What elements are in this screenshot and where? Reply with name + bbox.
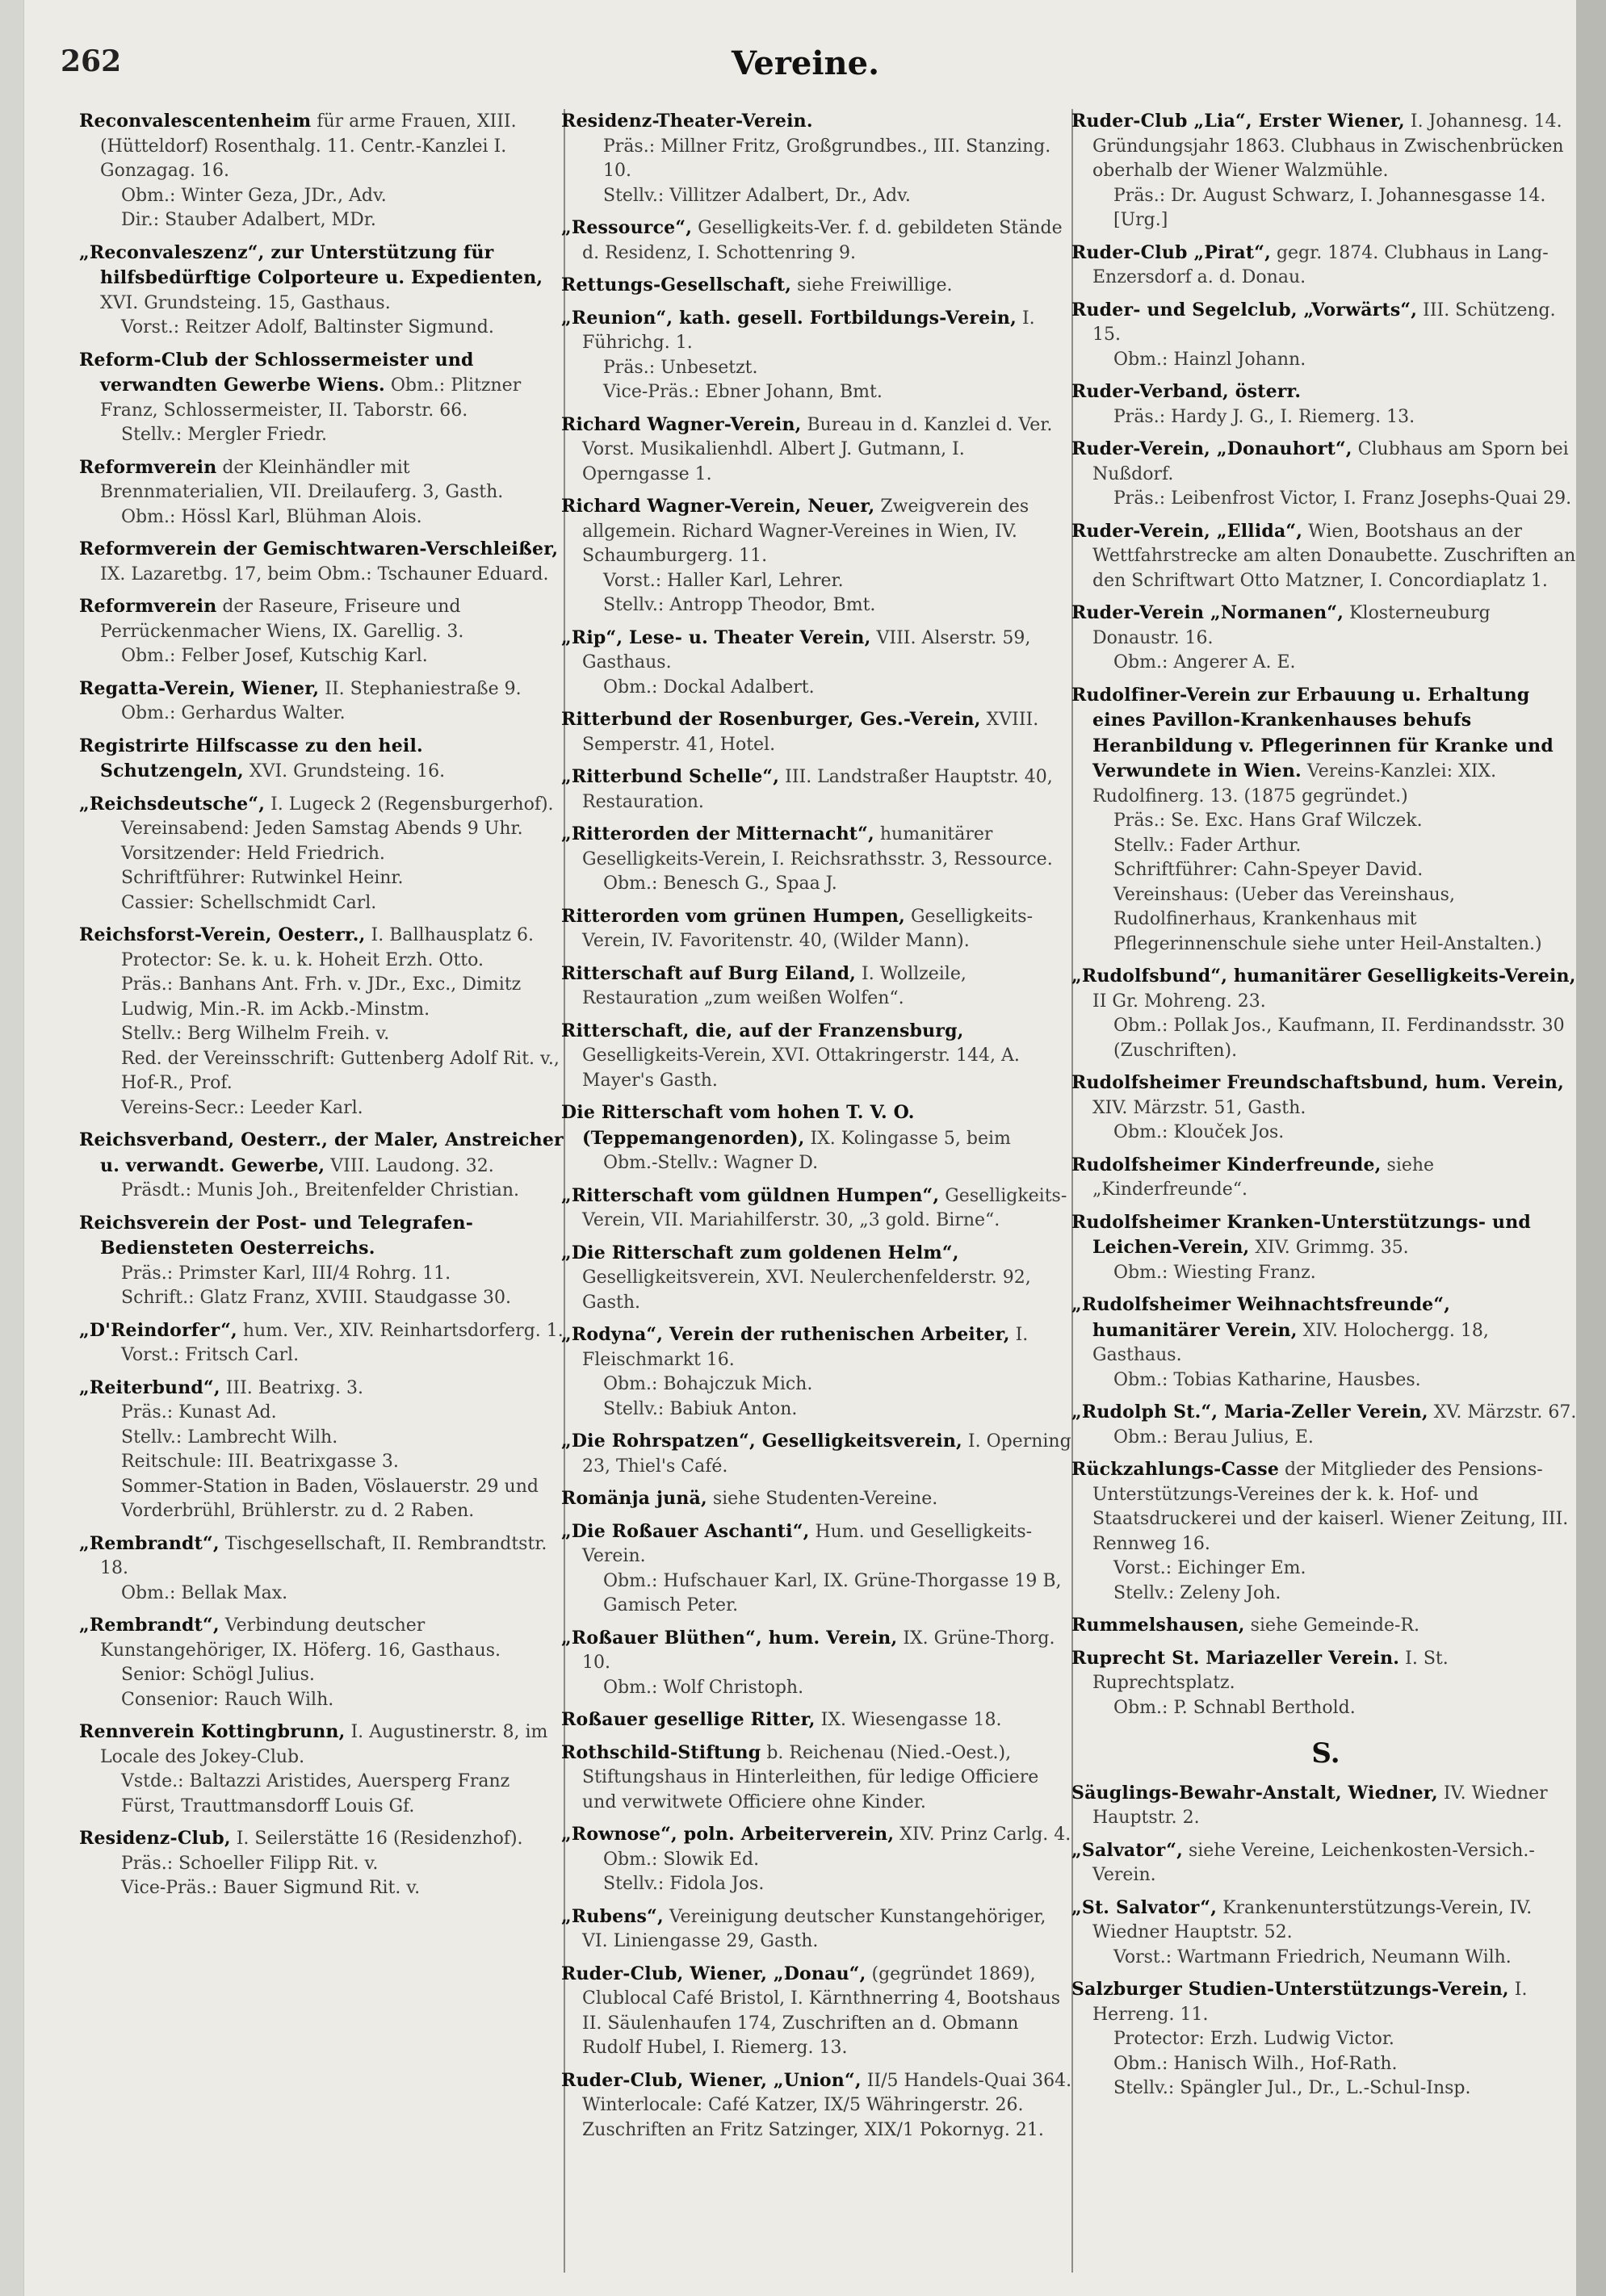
entry-title: Reformverein <box>79 456 217 478</box>
entry-body: b. Reichenau (Nied.-Oest.), Stiftungshaus in Hinterleithen, für ledige Officiere und verwitwete Officiere ohne Kinder. <box>582 1742 1039 1812</box>
directory-entry <box>561 273 1076 299</box>
directory-entry <box>1071 1293 1580 1393</box>
entry-title: „Die Ritterschaft zum goldenen Helm“, <box>561 1242 959 1263</box>
entry-body: Hum. und Geselligkeits-Verein. <box>582 1521 1033 1566</box>
entry-detail-line: Vorst.: Eichinger Em. <box>1113 1558 1306 1578</box>
entry-body: IV. Wiedner Hauptstr. 2. <box>1092 1783 1548 1828</box>
directory-entry <box>79 1128 565 1204</box>
directory-entry <box>1071 683 1580 957</box>
page-title: Vereine. <box>732 44 879 82</box>
section-letter: S. <box>1311 1737 1340 1770</box>
entry-body: IX. Kolingasse 5, beim <box>810 1128 1011 1149</box>
directory-entry <box>1071 1400 1580 1450</box>
entry-title: Ruder-Club, Wiener, „Union“, <box>561 2069 862 2091</box>
entry-detail-line: Präs.: Banhans Ant. Frh. v. JDr., Exc., Dimitz Ludwig, Min.-R. im Ackb.-Minstm. <box>121 974 522 1020</box>
entry-detail-line: Reitschule: III. Beatrixgasse 3. <box>121 1452 399 1472</box>
entry-body: Krankenunterstützungs-Verein, IV. Wiedner Hauptstr. 52. <box>1092 1897 1533 1942</box>
entry-body: Geselligkeits-Verein, VII. Mariahilferstr. 30, „3 gold. Birne“. <box>582 1185 1067 1230</box>
entry-detail-line: Vorst.: Reitzer Adolf, Baltinster Sigmund. <box>121 317 494 337</box>
entry-title: Rückzahlungs-Casse <box>1071 1459 1280 1480</box>
entry-body: siehe Vereine, Leichenkosten-Versich.-Verein. <box>1092 1840 1535 1885</box>
directory-entry <box>561 904 1076 954</box>
directory-entry <box>79 734 565 785</box>
entry-detail-line: Obm.: Slowik Ed. <box>603 1849 760 1870</box>
entry-title: „Ritterbund Schelle“, <box>561 766 780 787</box>
directory-entry <box>561 216 1076 266</box>
directory-entry <box>79 1318 565 1368</box>
entry-title: Roßauer gesellige Ritter, <box>561 1709 816 1730</box>
entry-body: der Mitglieder des Pensions-Unterstützungs-Vereines der k. k. Hof- und Staatsdruckerei und der kaiserl. Wiener Zeitung, III. Rennweg 16. <box>1092 1460 1569 1554</box>
entry-title: Reform-Club der Schlossermeister und verwandten Gewerbe Wiens. <box>79 349 474 396</box>
entry-body: für arme Frauen, XIII. (Hütteldorf) Rosenthalg. 11. Centr.-Kanzlei I. Gonzagag. 16. <box>100 111 517 181</box>
entry-title: „Reconvaleszenz“, zur Unterstützung für hilfsbedürftige Colporteure u. Expedienten, <box>79 241 543 288</box>
entry-detail-line: Protector: Erzh. Ludwig Victor. <box>1113 2029 1394 2049</box>
directory-entry <box>1071 437 1580 512</box>
directory-entry <box>79 1720 565 1819</box>
entry-body: XIV. Märzstr. 51, Gasth. <box>1092 1097 1306 1118</box>
entry-title: Reconvalescentenheim <box>79 111 312 132</box>
directory-entry <box>561 1322 1076 1422</box>
directory-entry <box>79 594 565 669</box>
entry-title: Rummelshausen, <box>1071 1615 1245 1636</box>
entry-body: II Gr. Mohreng. 23. <box>1092 991 1266 1012</box>
entry-title: „Rudolfsbund“, humanitärer Geselligkeits-Verein, <box>1071 966 1576 987</box>
entry-detail-line: Stellv.: Spängler Jul., Dr., L.-Schul-Insp. <box>1113 2078 1471 2098</box>
directory-entry <box>79 923 565 1121</box>
entry-title: „D'Reindorfer“, <box>79 1319 237 1341</box>
entry-detail-line: Consenior: Rauch Wilh. <box>121 1689 334 1710</box>
entry-detail-line: Stellv.: Berg Wilhelm Freih. v. <box>121 1024 390 1044</box>
directory-entry <box>79 1531 565 1607</box>
directory-entry <box>561 1019 1076 1094</box>
entry-body: III. Schützeng. 15. <box>1092 300 1556 345</box>
column-2 <box>561 109 1076 2273</box>
directory-entry <box>1071 601 1580 676</box>
entry-detail-line: Obm.: Gerhardus Walter. <box>121 703 346 723</box>
entry-detail-line: Vereins-Secr.: Leeder Karl. <box>121 1097 363 1118</box>
directory-entry <box>1071 1896 1580 1971</box>
entry-detail-line: Vorst.: Haller Karl, Lehrer. <box>603 570 844 591</box>
entry-body: I. Führichg. 1. <box>582 308 1035 353</box>
entry-title: „Reunion“, kath. gesell. Fortbildungs-Verein, <box>561 307 1017 329</box>
directory-entry <box>561 413 1076 488</box>
entry-title: „Rembrandt“, <box>79 1615 220 1636</box>
entry-detail-line: Präs.: Se. Exc. Hans Graf Wilczek. <box>1113 811 1423 831</box>
entry-title: „Rudolph St.“, Maria-Zeller Verein, <box>1071 1401 1428 1422</box>
entry-detail-line: Obm.: Hanisch Wilh., Hof-Rath. <box>1113 2053 1398 2074</box>
directory-entry <box>1071 1781 1580 1831</box>
entry-body: Geselligkeits-Ver. f. d. gebildeten Stände d. Residenz, I. Schottenring 9. <box>582 218 1063 263</box>
entry-detail-line: Vorst.: Wartmann Friedrich, Neumann Wilh. <box>1113 1946 1512 1967</box>
directory-entry <box>1071 1613 1580 1639</box>
entry-detail-line: Obm.: Klouček Jos. <box>1113 1122 1285 1142</box>
entry-body: VIII. Laudong. 32. <box>330 1155 494 1176</box>
directory-entry <box>79 348 565 448</box>
entry-title: Ruder-Verein, „Ellida“, <box>1071 520 1303 542</box>
entry-title: Reformverein <box>79 596 217 617</box>
entry-detail-line: Obm.: Wiesting Franz. <box>1113 1262 1316 1283</box>
entry-title: Ruder- und Segelclub, „Vorwärts“, <box>1071 299 1418 321</box>
entry-title: Ritterschaft auf Burg Eiland, <box>561 962 857 984</box>
entry-detail-line: Präs.: Hardy J. G., I. Riemerg. 13. <box>1113 406 1415 427</box>
entry-body: I. St. Ruprechtsplatz. <box>1092 1648 1449 1693</box>
entry-detail-line: Stellv.: Lambrecht Wilh. <box>121 1427 338 1448</box>
directory-entry <box>561 306 1076 405</box>
entry-detail-line: Obm.: Winter Geza, JDr., Adv. <box>121 185 387 206</box>
page-header <box>24 44 1587 101</box>
entry-detail-line: Stellv.: Fidola Jos. <box>603 1874 765 1894</box>
entry-body: siehe Freiwillige. <box>797 275 953 295</box>
directory-entry <box>1071 379 1580 429</box>
directory-entry <box>1071 241 1580 291</box>
directory-entry <box>79 1211 565 1311</box>
entry-body: Verbindung deutscher Kunstangehöriger, IX. Höferg. 16, Gasthaus. <box>100 1615 501 1661</box>
entry-title: „Salvator“, <box>1071 1839 1183 1861</box>
entry-body: XVI. Grundsteing. 16. <box>249 761 446 781</box>
entry-detail-line: Dir.: Stauber Adalbert, MDr. <box>121 210 376 230</box>
directory-entry <box>79 109 565 233</box>
directory-entry <box>79 1826 565 1901</box>
entry-title: „Rownose“, poln. Arbeiterverein, <box>561 1824 895 1845</box>
entry-body: II. Stephaniestraße 9. <box>325 678 522 699</box>
entry-title: „Reiterbund“, <box>79 1376 220 1398</box>
entry-body: XIV. Holochergg. 18, Gasthaus. <box>1092 1320 1489 1365</box>
entry-body: Clubhaus am Sporn bei Nußdorf. <box>1092 439 1569 484</box>
entry-detail-line: Obm.: Hössl Karl, Blühman Alois. <box>121 506 422 527</box>
entry-detail-line: Obm.: P. Schnabl Berthold. <box>1113 1697 1356 1718</box>
entry-detail-line: Schriftführer: Rutwinkel Heinr. <box>121 868 404 888</box>
directory-entry <box>561 765 1076 815</box>
entry-title: Säuglings-Bewahr-Anstalt, Wiedner, <box>1071 1782 1438 1804</box>
entry-detail-line: Protector: Se. k. u. k. Hoheit Erzh. Otto. <box>121 949 484 970</box>
directory-entry <box>1071 1977 1580 2101</box>
entry-detail-line: Obm.: Bohajczuk Mich. <box>603 1374 813 1394</box>
entry-title: Rudolfsheimer Kranken-Unterstützungs- und Leichen-Verein, <box>1071 1211 1531 1258</box>
directory-entry <box>561 1486 1076 1512</box>
entry-detail-line: Vereinsabend: Jeden Samstag Abends 9 Uhr. <box>121 819 523 839</box>
entry-body: Geselligkeits-Verein, XVI. Ottakringerstr. 144, A. Mayer's Gasth. <box>582 1045 1020 1091</box>
entry-title: Ruder-Verein „Normanen“, <box>1071 602 1344 623</box>
entry-body: Bureau in d. Kanzlei d. Ver. Vorst. Musikalienhdl. Albert J. Gutmann, I. Operngasse 1. <box>582 414 1053 484</box>
entry-body: IX. Lazaretbg. 17, beim Obm.: Tschauner Eduard. <box>100 564 549 584</box>
entry-body: I. Herreng. 11. <box>1092 1980 1528 2025</box>
entry-title: Rudolfsheimer Kinderfreunde, <box>1071 1154 1382 1175</box>
entry-body: IX. Wiesengasse 18. <box>820 1710 1002 1730</box>
entry-detail-line: Vstde.: Baltazzi Aristides, Auersperg Franz Fürst, Trauttmansdorff Louis Gf. <box>121 1771 510 1816</box>
entry-title: „Die Roßauer Aschanti“, <box>561 1520 810 1542</box>
directory-entry <box>1071 1838 1580 1888</box>
entry-title: Ruprecht St. Mariazeller Verein. <box>1071 1647 1400 1669</box>
entry-detail-line: Obm.: Tobias Katharine, Hausbes. <box>1113 1369 1421 1390</box>
directory-entry <box>1071 1646 1580 1721</box>
entry-title: Die Ritterschaft vom hohen T. V. O. (Teppemangenorden), <box>561 1102 915 1149</box>
directory-entry <box>1071 1070 1580 1146</box>
entry-detail-line: Präs.: Leibenfrost Victor, I. Franz Josephs-Quai 29. <box>1113 488 1572 509</box>
entry-detail-line: Vorsitzender: Held Friedrich. <box>121 843 385 864</box>
entry-body: siehe Studenten-Vereine. <box>712 1489 938 1509</box>
entry-detail-line: Sommer-Station in Baden, Vöslauerstr. 29 und Vorderbrühl, Brühlerstr. zu d. 2 Raben. <box>121 1476 539 1521</box>
entry-body: XVIII. Semperstr. 41, Hotel. <box>582 710 1039 755</box>
book-spine-edge <box>1576 0 1606 2296</box>
entry-detail-line: Obm.: Berau Julius, E. <box>1113 1427 1314 1448</box>
entry-title: Rudolfsheimer Freundschaftsbund, hum. Verein, <box>1071 1072 1564 1093</box>
directory-entry <box>79 1376 565 1524</box>
directory-entry <box>561 1184 1076 1234</box>
entry-detail-line: Präs.: Primster Karl, III/4 Rohrg. 11. <box>121 1263 451 1284</box>
entry-detail-line: Obm.: Pollak Jos., Kaufmann, II. Ferdinandsstr. 30 (Zuschriften). <box>1113 1016 1565 1061</box>
directory-entry <box>561 1741 1076 1816</box>
directory-entry <box>79 792 565 916</box>
entry-detail-line: Präs.: Dr. August Schwarz, I. Johannesgasse 14. [Urg.] <box>1113 185 1546 230</box>
entry-title: Rudolfiner-Verein zur Erbauung u. Erhaltung eines Pavillon-Krankenhauses behufs Heranbildung v. Pflegerinnen für Kranke und Verwundete in Wien. <box>1071 684 1554 781</box>
entry-detail-line: Obm.: Hufschauer Karl, IX. Grüne-Thorgasse 19 B, Gamisch Peter. <box>603 1570 1062 1615</box>
entry-detail-line: Obm.: Hainzl Johann. <box>1113 349 1306 370</box>
entry-detail-line: Stellv.: Antropp Theodor, Bmt. <box>603 595 876 615</box>
entry-detail-line: Obm.: Wolf Christoph. <box>603 1677 804 1698</box>
entry-body: Geselligkeitsverein, XVI. Neulerchenfelderstr. 92, Gasth. <box>582 1267 1031 1313</box>
entry-title: Registrirte Hilfscasse zu den heil. Schutzengeln, <box>79 735 423 781</box>
directory-entry <box>1071 1210 1580 1286</box>
entry-body: I. Lugeck 2 (Regensburgerhof). <box>270 794 554 815</box>
entry-title: Ruder-Verein, „Donauhort“, <box>1071 438 1352 459</box>
entry-body: I. Augustinerstr. 8, im Locale des Jokey-Club. <box>100 1722 548 1767</box>
entry-body: I. Fleischmarkt 16. <box>582 1325 1029 1370</box>
entry-body: I. Ballhausplatz 6. <box>371 925 534 945</box>
directory-entry <box>561 1100 1076 1176</box>
entry-detail-line: Red. der Vereinsschrift: Guttenberg Adolf Rit. v., Hof-R., Prof. <box>121 1048 560 1093</box>
entry-title: Residenz-Theater-Verein. <box>561 111 813 132</box>
entry-title: „Rip“, Lese- u. Theater Verein, <box>561 626 871 648</box>
entry-title: Rothschild-Stiftung <box>561 1741 761 1763</box>
directory-entry <box>561 1429 1076 1479</box>
entry-title: „Rodyna“, Verein der ruthenischen Arbeiter, <box>561 1324 1010 1345</box>
directory-entry <box>561 962 1076 1012</box>
entry-detail-line: Präs.: Kunast Ad. <box>121 1402 277 1422</box>
directory-entry <box>79 677 565 727</box>
entry-title: Reformverein der Gemischtwaren-Verschleißer, <box>79 538 559 559</box>
entry-body: I. Seilerstätte 16 (Residenzhof). <box>236 1829 523 1849</box>
directory-entry <box>561 626 1076 701</box>
directory-entry <box>561 1822 1076 1897</box>
entry-title: „Ritterschaft vom güldnen Humpen“, <box>561 1184 940 1206</box>
directory-entry <box>561 1519 1076 1619</box>
directory-entry <box>1071 1457 1580 1606</box>
entry-body: I. Wollzeile, Restauration „zum weißen Wolfen“. <box>582 963 967 1008</box>
directory-entry <box>561 1904 1076 1955</box>
entry-body: der Kleinhändler mit Brennmaterialien, VII. Dreilauferg. 3, Gasth. <box>100 457 504 502</box>
entry-detail-line: Präs.: Unbesetzt. <box>603 357 758 378</box>
entry-body: XIV. Grimmg. 35. <box>1255 1238 1409 1258</box>
entry-body: XIV. Prinz Carlg. 4. <box>899 1825 1071 1845</box>
directory-entry <box>561 1241 1076 1316</box>
entry-body: humanitärer Geselligkeits-Verein, I. Reichsrathsstr. 3, Ressource. <box>582 824 1053 869</box>
entry-detail-line: Vice-Präs.: Bauer Sigmund Rit. v. <box>121 1878 421 1898</box>
directory-entry <box>1071 519 1580 594</box>
entry-detail-line: Präsdt.: Munis Joh., Breitenfelder Christian. <box>121 1180 520 1200</box>
entry-title: Ruder-Club „Lia“, Erster Wiener, <box>1071 111 1405 132</box>
entry-body: VIII. Alserstr. 59, Gasthaus. <box>582 627 1031 672</box>
entry-title: „Rudolfsheimer Weihnachtsfreunde“, humanitärer Verein, <box>1071 1294 1451 1341</box>
entry-body: II/5 Handels-Quai 364. Winterlocale: Café Katzer, IX/5 Währingerstr. 26. Zuschriften an Fritz Satzinger, XIX/1 Pokornyg. 21. <box>582 2070 1072 2140</box>
entry-detail-line: Präs.: Millner Fritz, Großgrundbes., III. Stanzing. 10. <box>603 136 1051 181</box>
directory-entry <box>79 1613 565 1712</box>
entry-title: Reichsforst-Verein, Oesterr., <box>79 924 366 945</box>
entry-title: Richard Wagner-Verein, Neuer, <box>561 496 875 517</box>
entry-detail-line: Vice-Präs.: Ebner Johann, Bmt. <box>603 382 883 402</box>
directory-entry <box>1071 109 1580 233</box>
directory-entry <box>1071 298 1580 373</box>
entry-title: Reichsverband, Oesterr., der Maler, Anstreicher u. verwandt. Gewerbe, <box>79 1129 564 1176</box>
entry-title: Ruder-Club „Pirat“, <box>1071 241 1271 263</box>
directory-entry <box>561 1626 1076 1701</box>
page-number: 262 <box>61 44 122 78</box>
entry-title: Rettungs-Gesellschaft, <box>561 274 792 295</box>
entry-body: siehe Gemeinde-R. <box>1250 1615 1419 1636</box>
entry-title: Ritterschaft, die, auf der Franzensburg, <box>561 1020 964 1041</box>
entry-body: der Raseure, Friseure und Perrückenmacher Wiens, IX. Garellig. 3. <box>100 597 464 642</box>
entry-title: Richard Wagner-Verein, <box>561 413 802 435</box>
entry-body: siehe „Kinderfreunde“. <box>1092 1154 1435 1200</box>
column-3 <box>1071 109 1580 2273</box>
directory-entry <box>1071 1153 1580 1203</box>
entry-body: (gegründet 1869), Clublocal Café Bristol, I. Kärnthnerring 4, Bootshaus II. Säulenhaufen 174, Zuschriften an d. Obmann Rudolf Hubel, I. Riemerg. 13. <box>582 1963 1061 2058</box>
directory-entry <box>561 1962 1076 2061</box>
entry-detail-line: Obm.: Felber Josef, Kutschig Karl. <box>121 646 428 666</box>
entry-body: III. Landstraßer Hauptstr. 40, Restauration. <box>582 767 1053 812</box>
entry-body: III. Beatrixg. 3. <box>225 1377 363 1398</box>
entry-title: Regatta-Verein, Wiener, <box>79 677 320 699</box>
entry-body: I. Johannesg. 14. Gründungsjahr 1863. Clubhaus in Zwischenbrücken oberhalb der Wiener Walzmühle. <box>1092 111 1564 181</box>
entry-body: XVI. Grundsteing. 15, Gasthaus. <box>100 292 391 313</box>
entry-body: Wien, Bootshaus an der Wettfahrstrecke am alten Donaubette. Zuschriften an den Schriftwart Otto Matzner, I. Concordiaplatz 1. <box>1092 521 1576 591</box>
directory-entry <box>561 1707 1076 1733</box>
entry-title: Romänja junä, <box>561 1488 707 1509</box>
entry-detail-line: Stellv.: Fader Arthur. <box>1113 835 1302 856</box>
entry-detail-line: Vorst.: Fritsch Carl. <box>121 1345 300 1365</box>
entry-title: „Ritterorden der Mitternacht“, <box>561 823 874 844</box>
entry-title: Ritterbund der Rosenburger, Ges.-Verein, <box>561 709 981 730</box>
entry-title: Residenz-Club, <box>79 1828 231 1849</box>
entry-body: XV. Märzstr. 67. <box>1433 1402 1577 1422</box>
entry-detail-line: Schriftführer: Cahn-Speyer David. <box>1113 860 1424 880</box>
entry-detail-line: Präs.: Schoeller Filipp Rit. v. <box>121 1853 379 1874</box>
entry-body: Zweigverein des allgemein. Richard Wagner-Vereines in Wien, IV. Schaumburgerg. 11. <box>582 496 1029 566</box>
entry-detail-line: Stellv.: Babiuk Anton. <box>603 1398 798 1419</box>
entry-body: Obm.: Plitzner Franz, Schlossermeister, II. Taborstr. 66. <box>100 375 522 421</box>
entry-body: hum. Ver., XIV. Reinhartsdorferg. 1. <box>242 1320 564 1341</box>
entry-title: Reichsverein der Post- und Telegrafen-Bediensteten Oesterreichs. <box>79 1212 474 1259</box>
entry-title: Salzburger Studien-Unterstützungs-Verein, <box>1071 1979 1509 2000</box>
entry-title: „Reichsdeutsche“, <box>79 793 266 815</box>
entry-title: „Rubens“, <box>561 1905 664 1927</box>
entry-detail-line: Obm.: Benesch G., Spaa J. <box>603 874 837 894</box>
entry-body: I. Operning 23, Thiel's Café. <box>582 1431 1071 1477</box>
directory-entry <box>561 822 1076 897</box>
directory-entry <box>561 494 1076 618</box>
entry-title: Rennverein Kottingbrunn, <box>79 1721 346 1742</box>
entry-body: IX. Grüne-Thorg. 10. <box>582 1628 1055 1673</box>
directory-entry <box>561 707 1076 757</box>
entry-title: Ruder-Club, Wiener, „Donau“, <box>561 1963 866 1984</box>
entry-title: „St. Salvator“, <box>1071 1896 1218 1918</box>
entry-detail-line: Obm.: Dockal Adalbert. <box>603 677 815 698</box>
column-1 <box>79 109 565 2273</box>
entry-title: Ruder-Verband, österr. <box>1071 381 1302 402</box>
entry-body: Klosterneuburg Donaustr. 16. <box>1092 603 1491 648</box>
entry-detail-line: Senior: Schögl Julius. <box>121 1665 315 1685</box>
directory-entry <box>1071 964 1580 1063</box>
directory-entry <box>79 537 565 587</box>
entry-title: „Die Rohrspatzen“, Geselligkeitsverein, <box>561 1431 962 1452</box>
entry-body: Vereinigung deutscher Kunstangehöriger, VI. Liniengasse 29, Gasth. <box>582 1906 1046 1951</box>
entry-body: Tischgesellschaft, II. Rembrandtstr. 18. <box>100 1533 547 1578</box>
entry-body: gegr. 1874. Clubhaus in Lang-Enzersdorf a. d. Donau. <box>1092 242 1549 287</box>
directory-entry <box>561 2068 1076 2143</box>
directory-page <box>24 0 1587 2296</box>
entry-detail-line: Cassier: Schellschmidt Carl. <box>121 892 377 913</box>
entry-detail-line: Stellv.: Villitzer Adalbert, Dr., Adv. <box>603 185 911 206</box>
entry-detail-line: Vereinshaus: (Ueber das Vereinshaus, Rudolfinerhaus, Krankenhaus mit Pflegerinnenschule siehe unter Heil-Anstalten.) <box>1113 884 1542 954</box>
entry-body: Geselligkeits-Verein, IV. Favoritenstr. 40, (Wilder Mann). <box>582 906 1034 951</box>
directory-entry <box>561 109 1076 208</box>
entry-title: „Roßauer Blüthen“, hum. Verein, <box>561 1627 898 1649</box>
entry-detail-line: Obm.-Stellv.: Wagner D. <box>603 1153 819 1173</box>
directory-entry <box>79 241 565 341</box>
entry-detail-line: Obm.: Angerer A. E. <box>1113 652 1296 672</box>
entry-detail-line: Schrift.: Glatz Franz, XVIII. Staudgasse 30. <box>121 1288 511 1308</box>
entry-title: „Rembrandt“, <box>79 1532 220 1554</box>
entry-title: Ritterorden vom grünen Humpen, <box>561 905 905 927</box>
entry-detail-line: Obm.: Bellak Max. <box>121 1582 288 1603</box>
entry-body: Vereins-Kanzlei: XIX. Rudolfinerg. 13. (1875 gegründet.) <box>1092 761 1497 807</box>
entry-detail-line: Stellv.: Zeleny Joh. <box>1113 1582 1281 1603</box>
directory-entry <box>79 455 565 530</box>
entry-detail-line: Stellv.: Mergler Friedr. <box>121 425 327 445</box>
entry-title: „Ressource“, <box>561 217 693 238</box>
